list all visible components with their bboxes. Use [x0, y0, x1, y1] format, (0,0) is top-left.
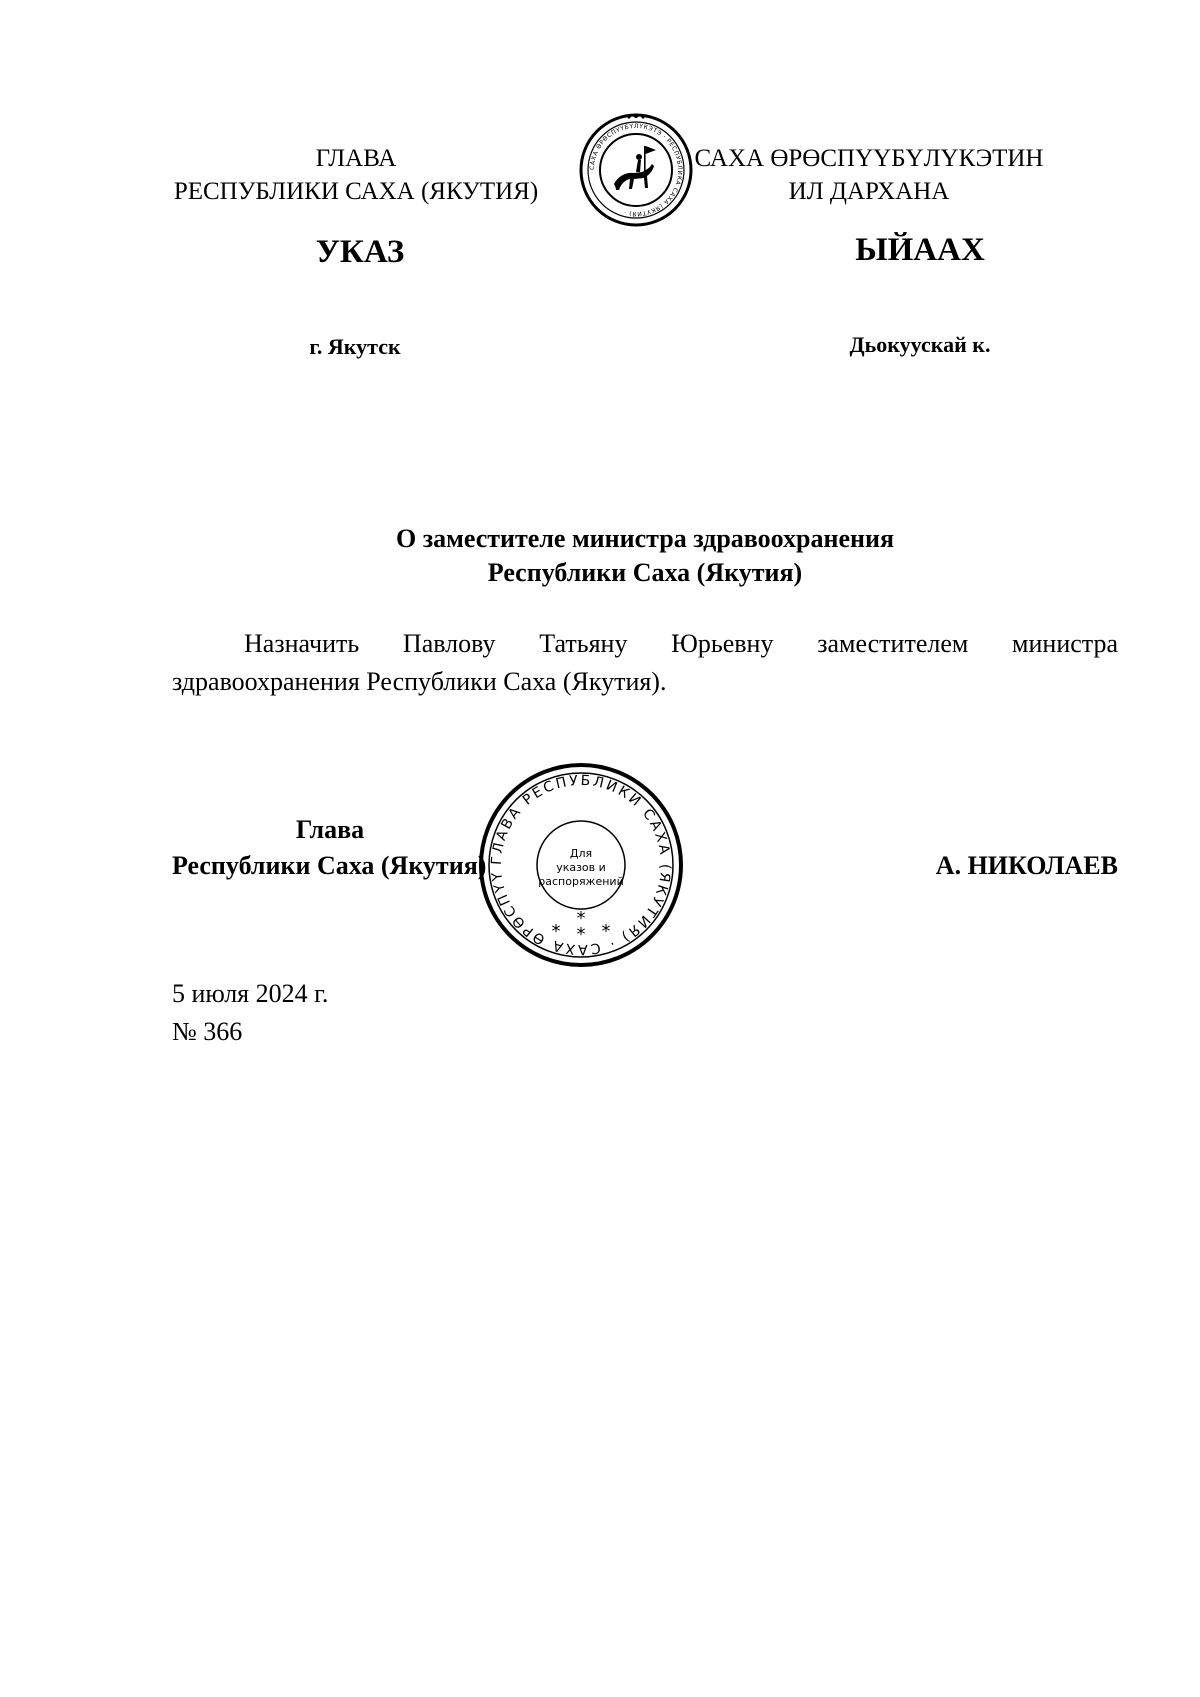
svg-text:*: *: [576, 924, 586, 945]
svg-text:*: *: [601, 921, 611, 942]
seal-center-line3: распоряжений: [538, 875, 624, 888]
title-ukaz: УКАЗ: [315, 234, 405, 270]
city-right: Дьокуускай к.: [849, 332, 991, 357]
header-left-line2: РЕСПУБЛИКИ САХА (ЯКУТИЯ): [173, 178, 539, 205]
subject-line2: Республики Саха (Якутия): [487, 558, 803, 587]
header-right: [668, 142, 1070, 208]
header-left-line1: ГЛАВА: [315, 145, 397, 172]
seal-center-line2: указов и: [556, 861, 606, 874]
city-left: г. Якутск: [309, 334, 401, 359]
seal-ring-text: ГЛАВА РЕСПУБЛИКИ САХА (ЯКУТИЯ) · САХА ӨРӨСПҮҮ: [488, 772, 674, 958]
header-right-line1: САХА ӨРӨСПҮҮБҮЛҮКЭТИН: [694, 145, 1044, 172]
svg-text:*: *: [576, 908, 586, 929]
subject-line1: О заместителе министра здравоохранения: [395, 524, 895, 553]
header-right-line2: ИЛ ДАРХАНА: [788, 178, 950, 205]
signature-title-line1: Глава: [295, 815, 365, 844]
signature-name: А. НИКОЛАЕВ: [935, 851, 1118, 880]
header-left: [150, 142, 562, 208]
svg-text:САХА ӨРӨСПҮҮБҮЛҮКЭТЭ · РЕСПУБЛ: САХА ӨРӨСПҮҮБҮЛҮКЭТЭ · РЕСПУБЛИКА САХА (ЯКУТИЯ) ·: [588, 122, 684, 218]
decree-body: Назначить Павлову Татьяну Юрьевну заместителем министра здравоохранения Республики Саха (Якутия).: [172, 629, 1118, 696]
decree-date: 5 июля 2024 г.: [172, 979, 329, 1008]
title-yiyaakh: ЫЙААХ: [855, 232, 985, 268]
decree-number: № 366: [172, 1017, 243, 1046]
svg-text:*: *: [551, 921, 561, 942]
seal-center-line1: Для: [569, 847, 593, 860]
signature-title-line2: Республики Саха (Якутия): [172, 851, 487, 880]
decree-subject: [170, 522, 1120, 590]
